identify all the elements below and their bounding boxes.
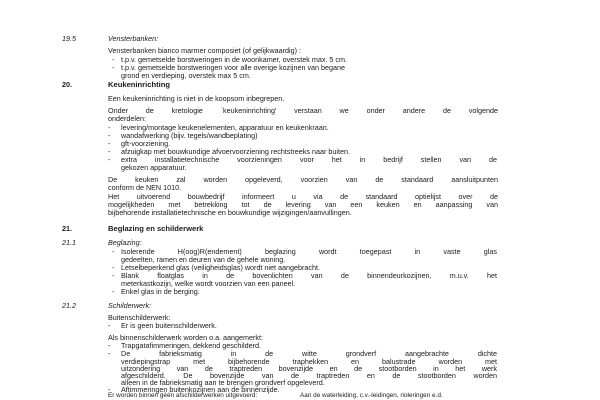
list-item-continuation: verdiepingstrap met bijbehorende traphekken en balustrade worden met [121, 357, 497, 366]
list-item: De fabrieksmatig in de witte grondverf aangebrachte dichte [121, 349, 497, 358]
paragraph-line: onderdelen: [108, 114, 146, 123]
section-title-vensterbanken: Vensterbanken: [108, 34, 159, 43]
list-item: wandafwerking (bijv. tegels/wandbeplating) [121, 131, 258, 140]
list-item: Enkel glas in de berging. [121, 287, 200, 296]
bullet-dash: - [112, 247, 115, 256]
list-item: Blank floatglas in de bovenlichten van de binnendeurkozijnen, m.u.v. het [121, 271, 497, 280]
section-title-beglazing-schilderwerk: Beglazing en schilderwerk [108, 224, 204, 233]
list-item: Letselbeperkend glas (veiligheidsglas) wordt niet aangebracht. [121, 263, 320, 272]
geen-afschilderwerk-intro: Er worden binnen géén afschilderwerken uitgevoerd: [108, 392, 258, 399]
section-number-19-5: 19.5 [62, 34, 76, 43]
bullet-dash: - [108, 341, 111, 350]
section-title-keukeninrichting: Keukeninrichting [108, 80, 171, 89]
list-item: Isolerende H(oog)R(endement) beglazing wordt toegepast in vaste glas [121, 247, 497, 256]
subsection-title-beglazing: Beglazing: [108, 238, 142, 247]
bullet-dash: - [112, 271, 115, 280]
bullet-dash: - [108, 155, 111, 164]
list-item: t.p.v. gemetselde borstweringen in de woonkamer, overstek max. 5 cm. [121, 55, 347, 64]
list-item-continuation: gekozen apparatuur. [121, 163, 187, 172]
binnenschilderwerk-intro: Als binnenschilderwerk worden o.a. aangemerkt: [108, 333, 264, 342]
vensterbanken-intro: Vensterbanken bianco marmer composiet (of gelijkwaardig) : [108, 46, 301, 55]
bullet-dash: - [108, 321, 111, 330]
paragraph-line: Onder de kretologie `keukeninrichting' verstaan we onder andere de volgende [108, 106, 498, 115]
list-item-continuation: alleen in de fabrieksmatig aan te brengen grondverf opgeleverd. [121, 378, 325, 387]
list-item: Aan de waterleiding, c.v.-leidingen, rioleringen e.d. [300, 392, 443, 399]
bullet-dash: - [108, 123, 111, 132]
section-number-20: 20. [62, 80, 72, 89]
bullet-dash: - [108, 131, 111, 140]
bullet-dash: - [112, 263, 115, 272]
list-item: Aftimmeringen buitenkozijnen aan de binnenzijde. [121, 385, 280, 394]
bullet-dash: - [108, 385, 111, 394]
bullet-dash: - [112, 287, 115, 296]
list-item-continuation: grond en verdieping, overstek max 5 cm. [121, 71, 251, 80]
paragraph-line: bijbehorende installatietechnische en bouwkundige wijzigingen/aanvullingen. [108, 208, 352, 217]
section-number-21: 21. [62, 224, 72, 233]
list-item: t.p.v. gemetselde borstweringen voor alle overige kozijnen van begane [121, 63, 346, 72]
list-item: Trapgatafimmeringen, dekkend geschilderd. [121, 341, 261, 350]
buitenschilderwerk-title: Buitenschilderwerk: [108, 313, 171, 322]
bullet-dash: - [108, 147, 111, 156]
list-item: extra installatietechnische voorzieningen voor het in bedrijf stellen van de [121, 155, 497, 164]
bullet-dash: - [112, 63, 115, 72]
list-item: gft-voorziening. [121, 139, 171, 148]
section-number-21-2: 21.2 [62, 301, 76, 310]
paragraph-line: mogelijkheden met betrekking tot de levering van een keuken en aanpassing van [108, 200, 498, 209]
list-item-continuation: uitzondering van de traptreden bovenzijde en de stootborden in het werk [121, 364, 497, 373]
list-item-continuation: afgeschilderd. De bovenzijde van de traptreden en de stootborden worden [121, 371, 497, 380]
list-item-continuation: meterkastkozijn, welke wordt voorzien van een paneel. [121, 279, 296, 288]
list-item: afzuigkap met bouwkundige afvoervoorziening rechtstreeks naar buiten. [121, 147, 350, 156]
subsection-title-schilderwerk: Schilderwerk: [108, 301, 152, 310]
paragraph: Een keukeninrichting is niet in de koopsom inbegrepen. [108, 94, 285, 103]
bullet-dash: - [108, 349, 111, 358]
list-item: levering/montage keukenelementen, apparatuur en keukenkraan. [121, 123, 329, 132]
bullet-dash: - [112, 55, 115, 64]
paragraph-line: conform de NEN 1010. [108, 183, 182, 192]
section-number-21-1: 21.1 [62, 238, 76, 247]
bullet-dash: - [108, 139, 111, 148]
list-item: Er is geen buitenschilderwerk. [121, 321, 217, 330]
list-item-continuation: gedeelten, ramen en deuren van de gehele woning. [121, 255, 286, 264]
paragraph-line: Het uitvoerend bouwbedrijf informeert u via de standaard optielijst over de [108, 192, 498, 201]
paragraph-line: De keuken zal worden opgeleverd, voorzien van de standaard aansluitpunten [108, 175, 498, 184]
